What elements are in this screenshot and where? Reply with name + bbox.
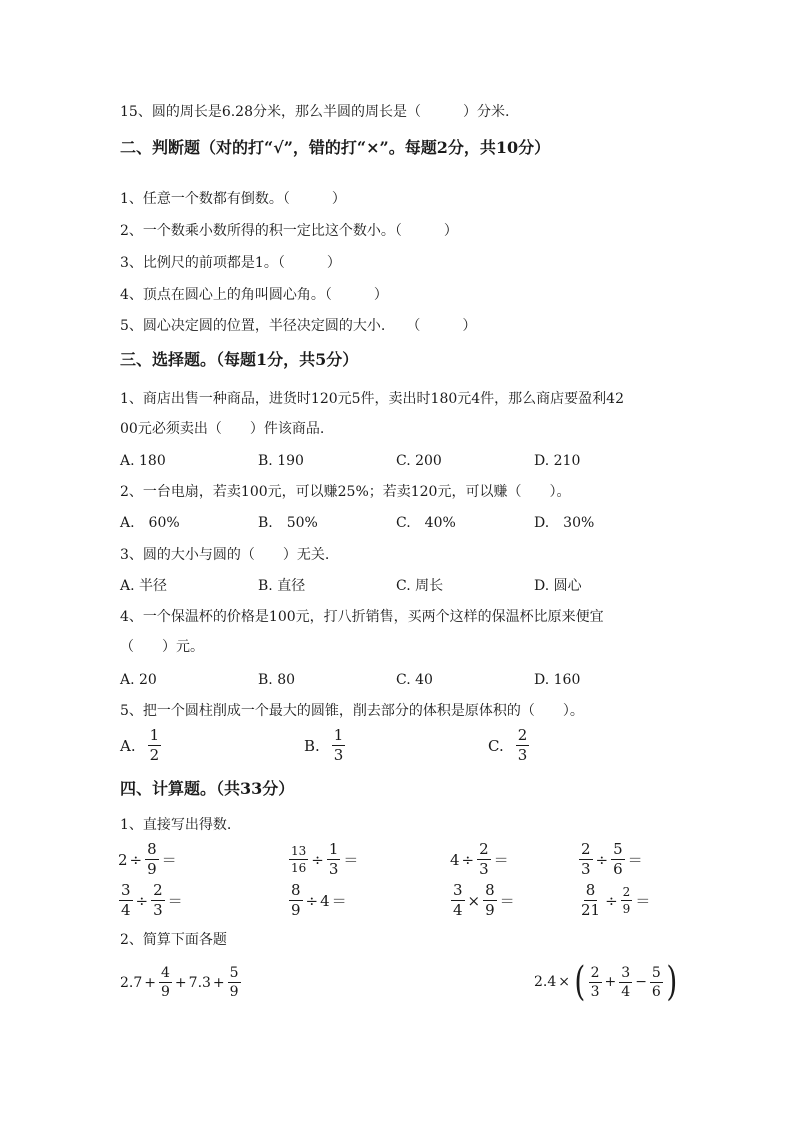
- calc-expr-1: 2 ÷ $\frac{8}{9}$ ＝: [118, 840, 177, 878]
- choice-q4-option-d: D. 160: [534, 672, 581, 688]
- choice-q4-option-a: A. 20: [120, 672, 157, 688]
- choice-q4-option-b: B. 80: [258, 672, 296, 688]
- judge-item-3: 3、比例尺的前项都是1。（ ）: [120, 255, 341, 271]
- choice-q3-option-d: D. 圆心: [534, 578, 582, 594]
- option-label: A.: [120, 736, 136, 755]
- q15: 15、圆的周长是6.28分米，那么半圆的周长是（ ）分米.: [120, 104, 510, 120]
- choice-q2-option-d: D. 30%: [534, 515, 595, 531]
- calc-expr-2: $\frac{13}{16}$ ÷ $\frac{1}{3}$ ＝: [291, 840, 359, 878]
- calc-sub2: 2、简算下面各题: [120, 932, 227, 948]
- section-3-title: 三、选择题。（每题1分，共5分）: [120, 350, 359, 369]
- calc-expr-6: $\frac{8}{9}$ ÷ 4 ＝: [291, 881, 347, 919]
- fraction: $\frac{2}{3}$: [517, 726, 528, 764]
- choice-q1-line1: 1、商店出售一种商品，进货时120元5件，卖出时180元4件，那么商店要盈利42: [120, 391, 624, 407]
- choice-q1-option-c: C. 200: [396, 453, 442, 469]
- calc-expr-7: $\frac{3}{4}$ × $\frac{8}{9}$ ＝: [453, 881, 515, 919]
- judge-item-5: 5、圆心决定圆的位置，半径决定圆的大小. （ ）: [120, 318, 477, 334]
- choice-q1-line2: 00元必须卖出（ ）件该商品.: [120, 421, 325, 437]
- choice-q2-option-c: C. 40%: [396, 515, 456, 531]
- choice-q2-option-b: B. 50%: [258, 515, 318, 531]
- choice-q5-option-a: [120, 728, 162, 763]
- simplify-expr-2: 2.4 × ( $\frac{2}{3}$ + $\frac{3}{4}$ − $\frac{5}{6}$ ): [534, 959, 678, 1005]
- choice-q5-option-c: [488, 728, 530, 763]
- fraction: $\frac{1}{2}$: [149, 726, 160, 764]
- judge-item-1: 1、任意一个数都有倒数。（ ）: [120, 191, 346, 207]
- judge-item-4: 4、顶点在圆心上的角叫圆心角。（ ）: [120, 287, 388, 303]
- calc-expr-4: $\frac{2}{3}$ ÷ $\frac{5}{6}$ ＝: [581, 840, 643, 878]
- calc-expr-3: 4 ÷ $\frac{2}{3}$ ＝: [450, 840, 509, 878]
- choice-q1-option-b: B. 190: [258, 453, 304, 469]
- judge-item-2: 2、一个数乘小数所得的积一定比这个数小。（ ）: [120, 223, 458, 239]
- choice-q3-text: 3、圆的大小与圆的（ ）无关.: [120, 547, 330, 563]
- calc-expr-8: $\frac{8}{21}$ ÷ $\frac{2}{9}$ ＝: [581, 881, 651, 919]
- option-label: B.: [304, 736, 320, 755]
- choice-q1-option-a: A. 180: [120, 453, 166, 469]
- choice-q2-option-a: A. 60%: [120, 515, 180, 531]
- simplify-expr-1: 2.7 + $\frac{4}{9}$ + 7.3 + $\frac{5}{9}$: [120, 965, 239, 1000]
- section-4-title: 四、计算题。（共33分）: [120, 779, 295, 798]
- choice-q4-line1: 4、一个保温杯的价格是100元，打八折销售，买两个这样的保温杯比原来便宜: [120, 609, 604, 625]
- choice-q3-option-c: C. 周长: [396, 578, 444, 594]
- choice-q3-option-a: A. 半径: [120, 578, 168, 594]
- choice-q1-option-d: D. 210: [534, 453, 581, 469]
- choice-q4-option-c: C. 40: [396, 672, 433, 688]
- choice-q5-option-b: [304, 728, 346, 763]
- choice-q4-line2: （ ）元。: [120, 639, 204, 655]
- choice-q2-text: 2、一台电扇，若卖100元，可以赚25%；若卖120元，可以赚（ ）。: [120, 484, 571, 500]
- choice-q3-option-b: B. 直径: [258, 578, 306, 594]
- choice-q5-text: 5、把一个圆柱削成一个最大的圆锥，削去部分的体积是原体积的（ ）。: [120, 703, 584, 719]
- calc-expr-5: $\frac{3}{4}$ ÷ $\frac{2}{3}$ ＝: [121, 881, 183, 919]
- section-2-title: 二、判断题（对的打“√”，错的打“×”。每题2分，共10分）: [120, 138, 551, 157]
- option-label: C.: [488, 736, 504, 755]
- fraction: $\frac{1}{3}$: [333, 726, 344, 764]
- calc-sub1: 1、直接写出得数.: [120, 817, 232, 833]
